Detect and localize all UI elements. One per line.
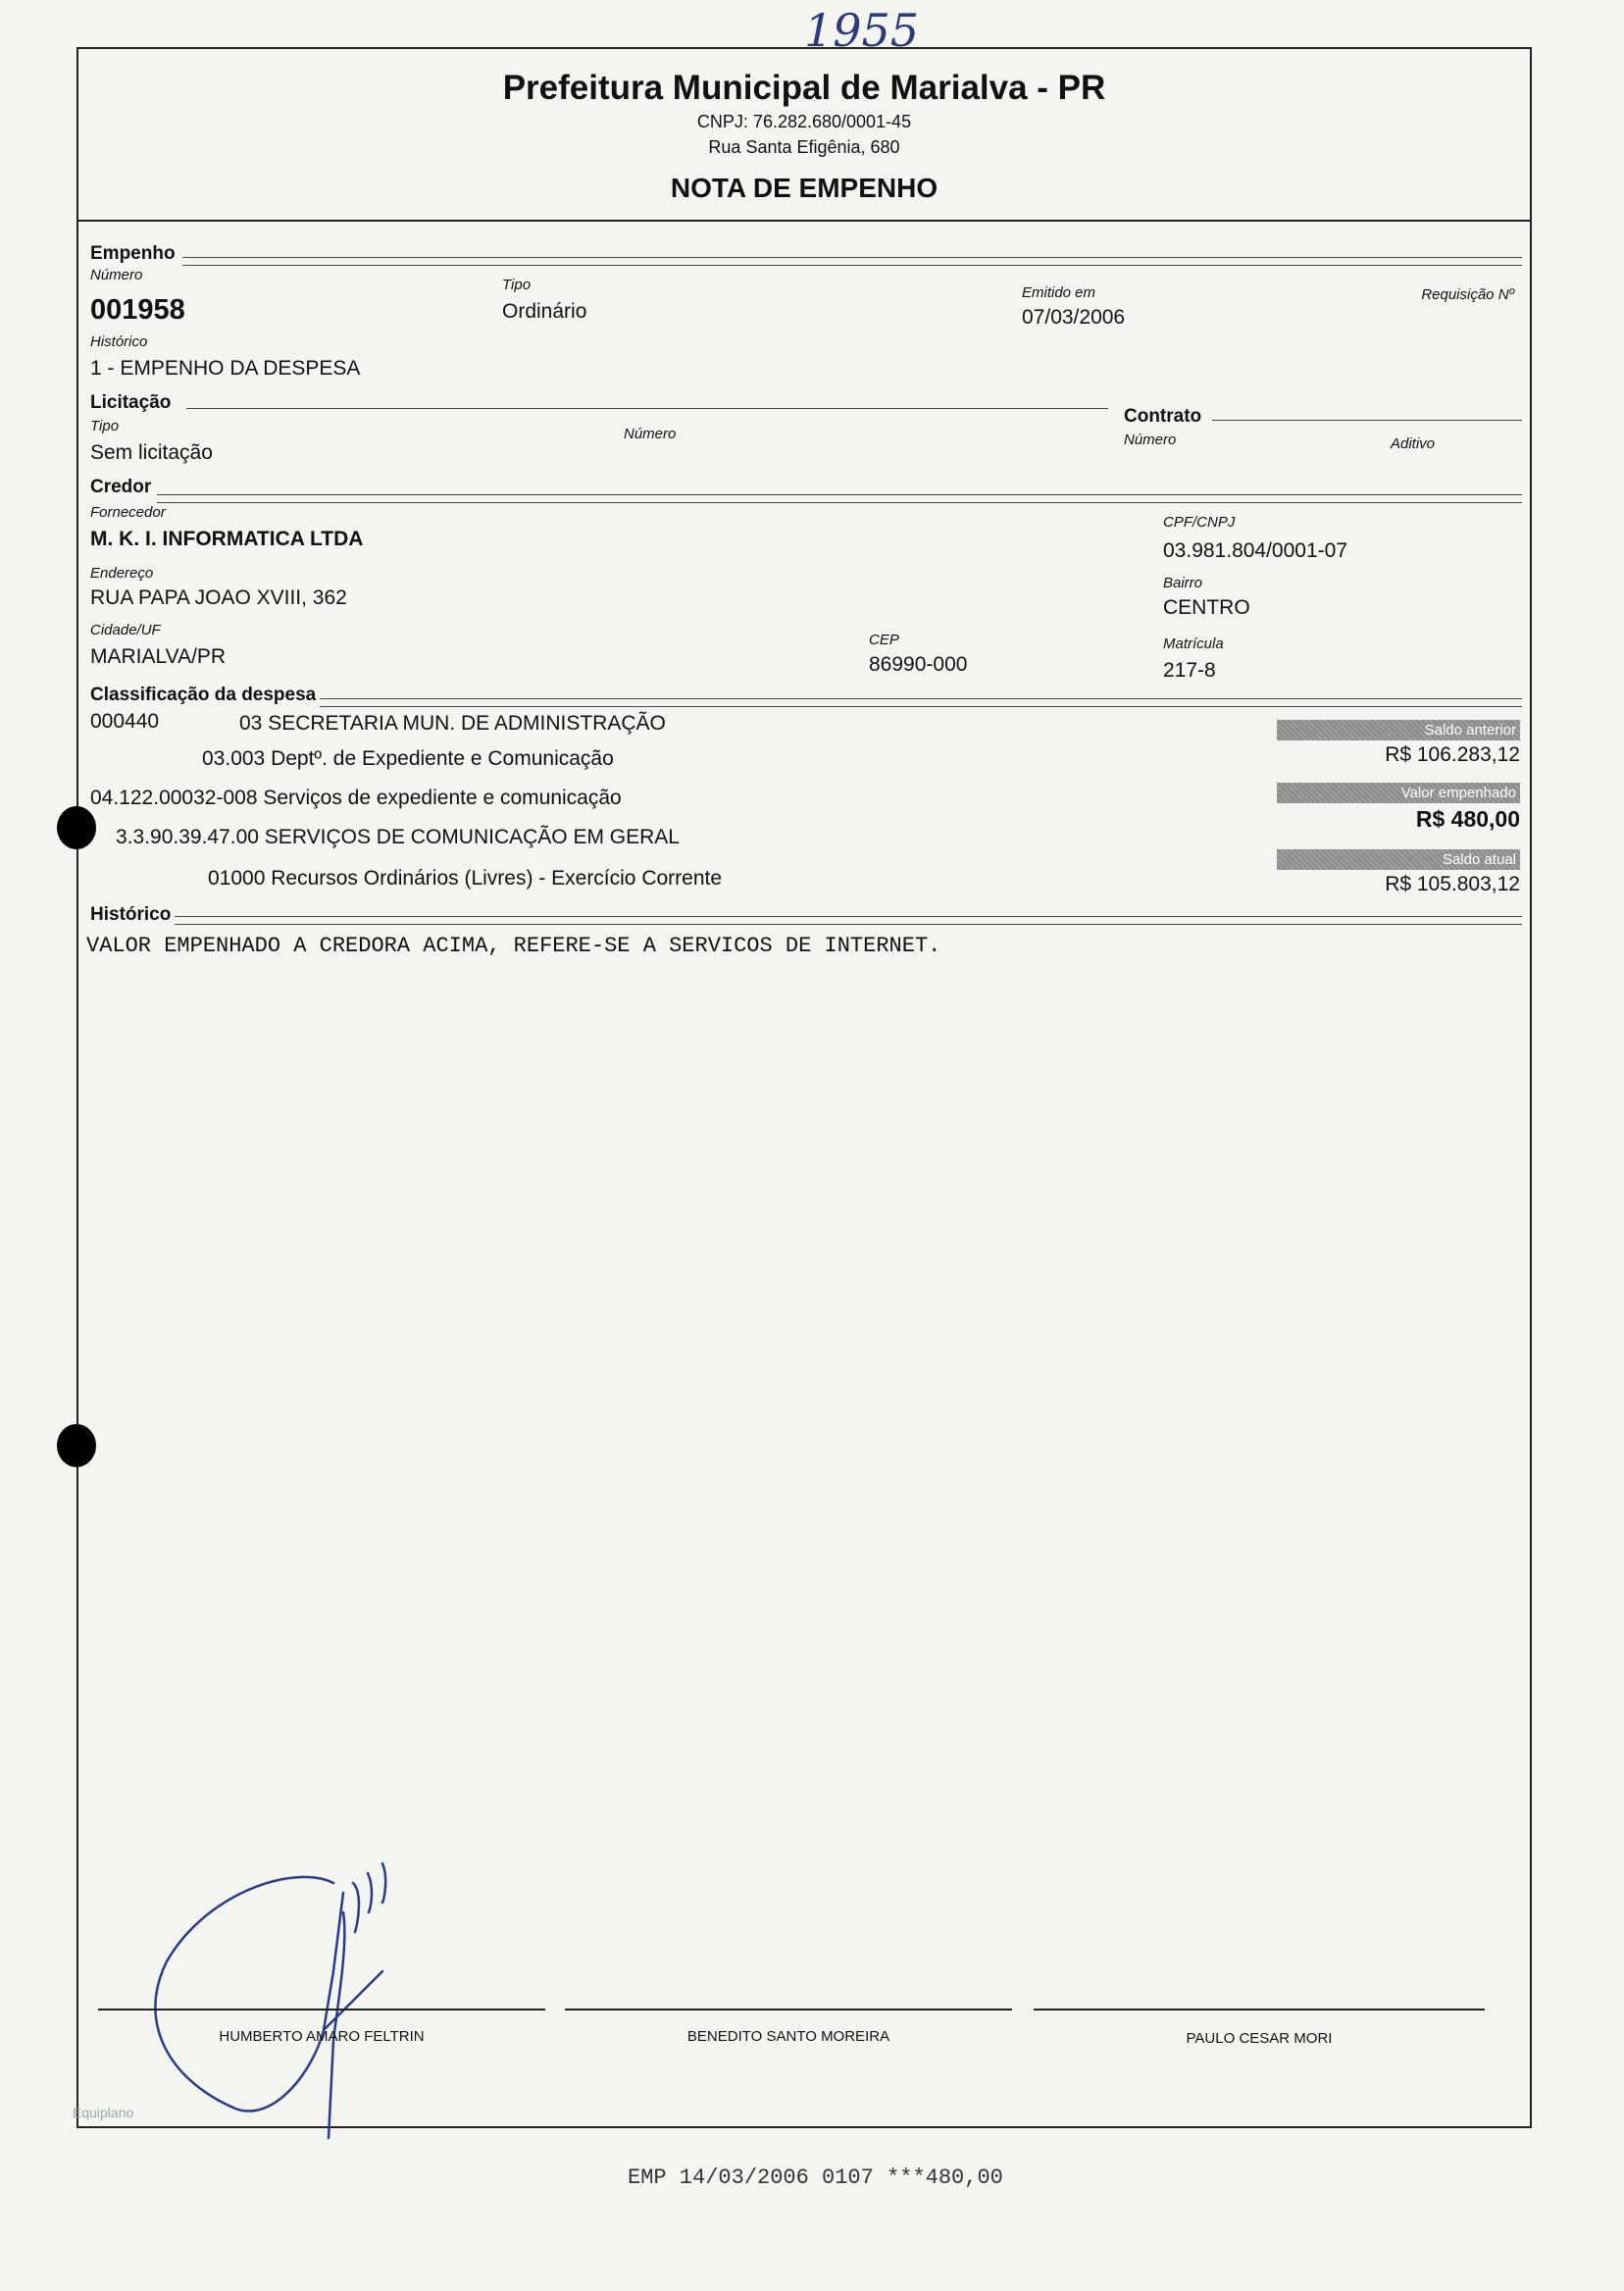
licitacao-tipo: Sem licitação (90, 441, 213, 464)
historico-label: Histórico (90, 333, 148, 350)
classificacao-line: 04.122.00032-008 Serviços de expediente e comunicação (90, 787, 622, 809)
credor-cep: 86990-000 (869, 653, 968, 676)
requisicao-label: Requisição Nº (1421, 286, 1514, 303)
divider (157, 494, 1522, 495)
divider (320, 698, 1522, 699)
divider (157, 502, 1522, 503)
numero-label: Número (90, 267, 143, 283)
contrato-numero-label: Número (1124, 432, 1177, 448)
emitido-label: Emitido em (1022, 284, 1096, 301)
divider (1212, 420, 1522, 421)
handwritten-page-number: 1955 (804, 4, 920, 57)
fornecedor-label: Fornecedor (90, 504, 166, 521)
classificacao-line: 3.3.90.39.47.00 SERVIÇOS DE COMUNICAÇÃO EM GERAL (116, 826, 680, 848)
saldo-anterior-value: R$ 106.283,12 (1385, 743, 1520, 766)
signature-line (565, 2009, 1012, 2011)
software-watermark: Equiplano (73, 2105, 134, 2120)
cep-label: CEP (869, 632, 899, 648)
bairro-label: Bairro (1163, 575, 1203, 591)
section-credor: Credor (90, 477, 152, 497)
section-classificacao: Classificação da despesa (90, 685, 317, 705)
cidade-label: Cidade/UF (90, 622, 161, 638)
credor-bairro: CENTRO (1163, 596, 1250, 619)
mechanical-stamp: EMP 14/03/2006 0107 ***480,00 (628, 2165, 1003, 2190)
header-cnpj: CNPJ: 76.282.680/0001-45 (696, 112, 912, 131)
classificacao-line: 03.003 Deptº. de Expediente e Comunicação (202, 747, 614, 770)
punch-hole (57, 1424, 96, 1467)
contrato-aditivo-label: Aditivo (1391, 435, 1436, 452)
page-title: Prefeitura Municipal de Marialva - PR (502, 69, 1106, 107)
licitacao-tipo-label: Tipo (90, 418, 120, 434)
saldo-anterior-label: Saldo anterior (1277, 720, 1520, 740)
divider (186, 408, 1108, 409)
empenho-tipo: Ordinário (502, 300, 587, 323)
credor-cidade: MARIALVA/PR (90, 645, 227, 668)
empenho-numero: 001958 (90, 294, 185, 326)
saldo-atual-value: R$ 105.803,12 (1385, 873, 1520, 895)
tipo-label: Tipo (502, 277, 532, 293)
signatory-name: PAULO CESAR MORI (1186, 2030, 1333, 2047)
signature-line (98, 2009, 545, 2011)
empenho-emitido: 07/03/2006 (1022, 306, 1126, 329)
section-contrato: Contrato (1124, 406, 1202, 427)
valor-empenhado-value: R$ 480,00 (1415, 806, 1520, 832)
divider (320, 706, 1522, 707)
classificacao-line: 03 SECRETARIA MUN. DE ADMINISTRAÇÃO (239, 712, 666, 735)
credor-matricula: 217-8 (1163, 659, 1216, 682)
header-address: Rua Santa Efigênia, 680 (708, 137, 900, 157)
section-historico: Histórico (90, 904, 172, 925)
signatory-name: HUMBERTO AMARO FELTRIN (219, 2028, 425, 2045)
signatory-name: BENEDITO SANTO MOREIRA (686, 2028, 890, 2045)
divider (182, 265, 1522, 266)
valor-empenhado-label: Valor empenhado (1277, 783, 1520, 803)
punch-hole (57, 806, 96, 849)
credor-fornecedor: M. K. I. INFORMATICA LTDA (90, 528, 364, 550)
matricula-label: Matrícula (1163, 636, 1224, 652)
divider (175, 924, 1522, 925)
document-title: NOTA DE EMPENHO (670, 173, 939, 203)
divider (182, 257, 1522, 258)
empenho-historico: 1 - EMPENHO DA DESPESA (90, 357, 361, 380)
endereco-label: Endereço (90, 565, 154, 582)
historico-text: VALOR EMPENHADO A CREDORA ACIMA, REFERE-SE A SERVICOS DE INTERNET. (86, 934, 941, 958)
classificacao-line: 01000 Recursos Ordinários (Livres) - Exercício Corrente (208, 867, 723, 890)
credor-endereco: RUA PAPA JOAO XVIII, 362 (90, 586, 347, 609)
licitacao-numero-label: Número (624, 426, 677, 442)
section-licitacao: Licitação (90, 392, 172, 413)
cpf-label: CPF/CNPJ (1163, 514, 1236, 531)
section-empenho: Empenho (90, 243, 176, 264)
divider (175, 916, 1522, 917)
credor-cpf: 03.981.804/0001-07 (1163, 539, 1348, 562)
classificacao-code: 000440 (90, 710, 160, 733)
saldo-atual-label: Saldo atual (1277, 849, 1520, 870)
signature-scribble (147, 1854, 441, 2148)
signature-line (1034, 2009, 1485, 2011)
header-divider (78, 220, 1530, 222)
